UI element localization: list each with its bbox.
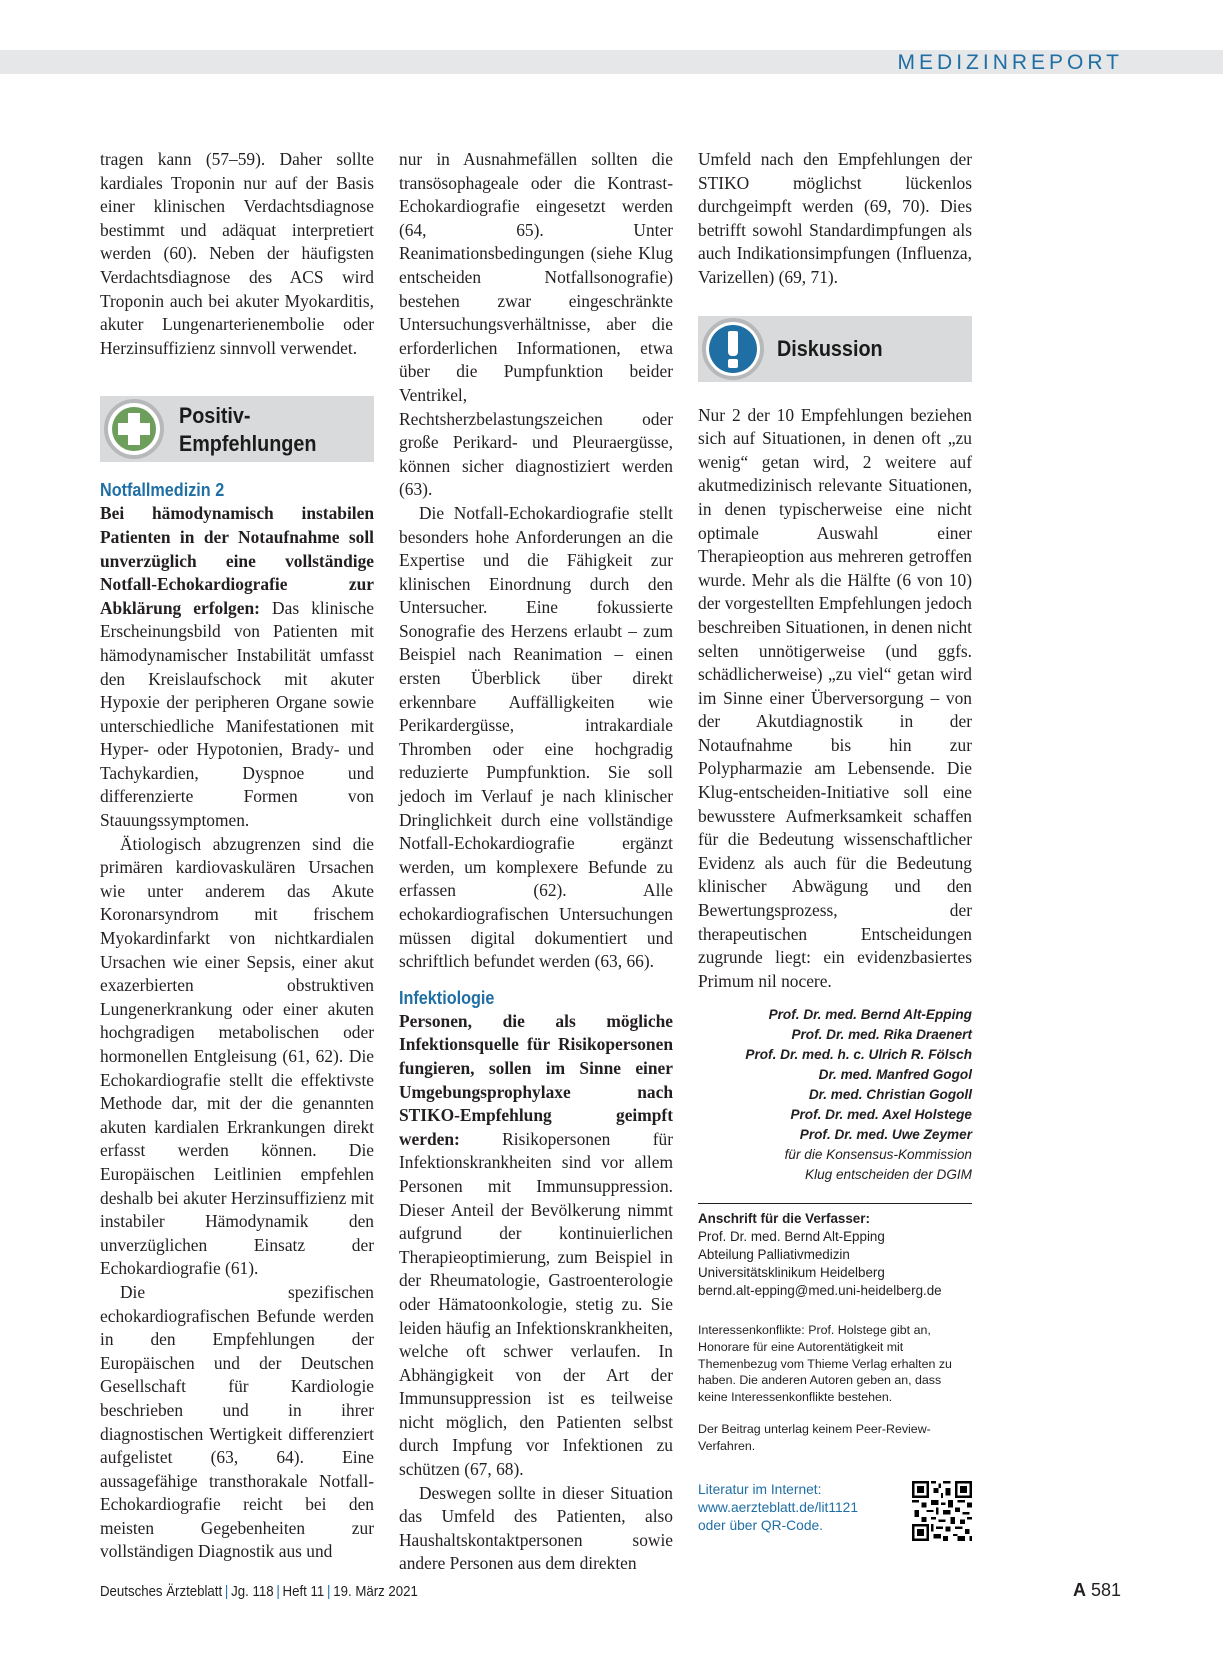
separator: |	[276, 1584, 280, 1600]
paragraph: Deswegen sollte in dieser Situation das Umfeld des Patienten, also Haushaltskontaktpersonen sowie andere Personen aus dem direkten	[399, 1482, 673, 1574]
peer-review-note: Der Beitrag unterlag keinem Peer-Review-Verfahren.	[698, 1422, 931, 1453]
author: Prof. Dr. med. h. c. Ulrich R. Fölsch	[745, 1047, 972, 1063]
separator: |	[327, 1584, 331, 1600]
box-title: Diskussion	[777, 335, 883, 361]
recommendation-text: Das klinische Erscheinungsbild von Patienten mit hämodynamischer Instabilität umfasst den Kreislaufschock mit akuter Hypoxie der peripheren Organe sowie unterschiedliche Manifestationen mit Hyper- oder Hypotonien, Brady- und Tachykardien, Dyspnoe und differenzierte Formen von Stauungssymptomen.	[100, 597, 374, 831]
page-number	[1073, 1580, 1121, 1601]
recommendation-bold: Bei hämodynamisch instabilen Patienten in der Notaufnahme soll unverzüglich eine vollständige Notfall-Echokardiografie zur Abklärung erfolgen:	[100, 503, 374, 618]
author-list	[698, 1005, 972, 1185]
address-title: Anschrift für die Verfasser:	[698, 1211, 870, 1227]
paragraph: Nur 2 der 10 Empfehlungen beziehen sich auf Situationen, in denen oft „zu wenig“ getan wird, 2 weitere auf akutmedizinisch relevante Situationen, in denen typischerweise eine nicht optimale Auswahl einer Therapieoption aus mehreren getroffen wurde. Mehr als die Hälfte (6 von 10) der vorgestellten Empfehlungen jedoch beschreiben Situationen, in denen nicht selten unnötigerweise (und ggfs. schädlicherweise) „zu viel“ getan wird im Sinne einer Überversorgung – von der Akutdiagnostik in der Notaufnahme bis hin zur Polypharmazie am Lebensende. Die Klug-entscheiden-Initiative soll eine bewusstere Aufmerksamkeit schaffen für die Bedeutung wissenschaftlicher Evidenz als auch für die Bedeutung klinischer Abwägung und den Bewertungsprozess, der therapeutischen Entscheidungen zugrunde liegt: ein evidenzbasiertes Primum nil nocere.	[698, 404, 972, 991]
issue: Heft 11	[282, 1584, 325, 1600]
page-prefix: A	[1072, 1580, 1086, 1600]
divider	[698, 1203, 972, 1204]
author: Dr. med. Christian Gogoll	[808, 1087, 972, 1103]
paragraph: Ätiologisch abzugrenzen sind die primären kardiovaskulären Ursachen wie unter anderem das Akute Koronarsyndrom mit frischem Myokardinfarkt von nichtkardialen Ursachen wie einer Sepsis, einer akut exazerbierten obstruktiven Lungenerkrankung oder einer akuten hochgradigen metabolischen oder hormonellen Entgleisung (61, 62). Die Echokardiografie stellt die effektivste Methode dar, mit der die genannten akuten kardialen Erkrankungen direkt erfasst werden können. Die Europäischen Leitlinien empfehlen deshalb bei akuter Herzinsuffizienz mit instabiler Hämodynamik den unverzüglichen Einsatz der Echokardiografie (61).	[100, 833, 374, 1279]
footer	[100, 1584, 418, 1600]
author: Prof. Dr. med. Rika Draenert	[791, 1027, 972, 1043]
recommendation-bold: Personen, die als mögliche Infektionsquelle für Risikopersonen fungieren, sollen im Sinne einer Umgebungsprophylaxe nach STIKO-Empfehlung geimpft werden:	[399, 1010, 673, 1149]
qr-code-icon[interactable]	[912, 1481, 972, 1541]
address-line: Universitätsklinikum Heidelberg	[698, 1265, 885, 1281]
address-line: Abteilung Palliativmedizin	[698, 1247, 850, 1263]
exclamation-icon	[702, 318, 764, 380]
issue-date: 19. März 2021	[333, 1584, 418, 1600]
discussion-box	[698, 316, 972, 382]
plus-icon	[104, 399, 164, 459]
journal-name: Deutsches Ärzteblatt	[100, 1584, 223, 1600]
literature-link[interactable]: www.aerzteblatt.de/lit1121	[698, 1499, 859, 1515]
author: Prof. Dr. med. Uwe Zeymer	[799, 1127, 972, 1143]
literature-qr-note: oder über QR-Code.	[698, 1517, 824, 1533]
subheading: Infektiologie	[399, 987, 495, 1008]
volume: Jg. 118	[231, 1584, 274, 1600]
paragraph: tragen kann (57–59). Daher sollte kardiales Troponin nur auf der Basis einer klinischen Verdachtsdiagnose bestimmt und adäquat interpretiert werden (60). Neben der häufigsten Verdachtsdiagnose des ACS wird Troponin auch bei akuter Myokarditis, akuter Lungenarterienembolie oder Herzinsuffizienz sinnvoll verwendet.	[100, 149, 374, 358]
paragraph: Die Notfall-Echokardiografie stellt besonders hohe Anforderungen an die Expertise und die Fähigkeit zur klinischen Einordnung durch den Untersucher. Eine fokussierte Sonografie des Herzens erlaubt – zum Beispiel nach Reanimation – einen ersten Überblick über direkt erkennbare Auffälligkeiten wie Perikardergüsse, intrakardiale Thromben oder eine hochgradig reduzierte Pumpfunktion. Sie soll jedoch im Verlauf je nach klinischer Dringlichkeit durch eine vollständige Notfall-Echokardiografie ergänzt werden, um komplexere Befunde zu erfassen (62). Alle echokardiografischen Untersuchungen müssen digital dokumentiert und schriftlich befundet werden (63, 66).	[399, 502, 673, 972]
box-title-line1: Positiv-	[179, 403, 251, 429]
author-role: für die Konsensus-Kommission	[784, 1147, 972, 1163]
paragraph: nur in Ausnahmefällen sollten die transösophageale oder die Kontrast-Echokardiografie eingesetzt werden (64, 65). Unter Reanimationsbedingungen (siehe Klug entscheiden Notfallsonografie) bestehen zwar eingeschränkte Untersuchungsverhältnisse, aber die erforderlichen Informationen, etwa über die Pumpfunktion beider Ventrikel, Rechtsherzbelastungszeichen oder große Perikard- und Pleuraergüsse, können sicher diagnostiziert werden (63).	[399, 149, 673, 500]
address-line: Prof. Dr. med. Bernd Alt-Epping	[698, 1229, 885, 1245]
column-3	[698, 148, 972, 1543]
subheading: Notfallmedizin 2	[100, 480, 225, 501]
positive-recommendations-box	[100, 396, 374, 462]
column-2	[399, 148, 673, 1576]
column-1	[100, 148, 374, 1564]
author: Prof. Dr. med. Axel Holstege	[790, 1107, 972, 1123]
conflicts-note: Interessenkonflikte: Prof. Holstege gibt an, Honorare für eine Autorentätigkeit mit Themenbezug vom Thieme Verlag erhalten zu haben. Die anderen Autoren geben an, dass keine Interessenkonflikte bestehen.	[698, 1323, 952, 1404]
address-block	[698, 1210, 972, 1300]
literature-label: Literatur im Internet:	[698, 1481, 822, 1497]
author: Prof. Dr. med. Bernd Alt-Epping	[768, 1007, 972, 1023]
author: Dr. med. Manfred Gogol	[818, 1067, 972, 1083]
page-number-value: 581	[1090, 1580, 1121, 1600]
section-label: MEDIZINREPORT	[897, 51, 1123, 74]
recommendation-paragraph	[399, 1010, 673, 1482]
email-link[interactable]: bernd.alt-epping@med.uni-heidelberg.de	[698, 1283, 942, 1299]
paragraph: Umfeld nach den Empfehlungen der STIKO möglichst lückenlos durchgeimpft werden (69, 70). Dies betrifft sowohl Standardimpfungen als auch Indikationsimpfungen (Influenza, Varizellen) (69, 71).	[698, 149, 972, 287]
paragraph: Die spezifischen echokardiografischen Befunde werden in den Empfehlungen der Europäischen und der Deutschen Gesellschaft für Kardiologie beschrieben und in ihrer diagnostischen Wertigkeit differenziert aufgelistet (63, 64). Eine aussagefähige transthorakale Notfall-Echokardiografie reicht bei den meisten Gegebenheiten zur vollständigen Diagnostik aus und	[100, 1281, 374, 1562]
author-role: Klug entscheiden der DGIM	[805, 1167, 972, 1183]
recommendation-text: Risikopersonen für Infektionskrankheiten sind vor allem Personen mit Immunsuppression. Dieser Anteil der Bevölkerung nimmt aufgrund der kontinuierlichen Therapieoptimierung, zum Beispiel in der Rheumatologie, Gastroenterologie oder Hämatoonkologie, stetig zu. Sie leiden häufig an Infektionskrankheiten, welche oft schwer verlaufen. In Abhängigkeit von der Art der Immunsuppression ist es teilweise nicht möglich, den Patienten selbst durch Impfung vor Infektionen zu schützen (67, 68).	[399, 1128, 673, 1480]
recommendation-paragraph	[100, 502, 374, 832]
separator: |	[224, 1584, 229, 1600]
box-title-line2: Empfehlungen	[179, 431, 317, 457]
literature-block	[698, 1481, 972, 1543]
